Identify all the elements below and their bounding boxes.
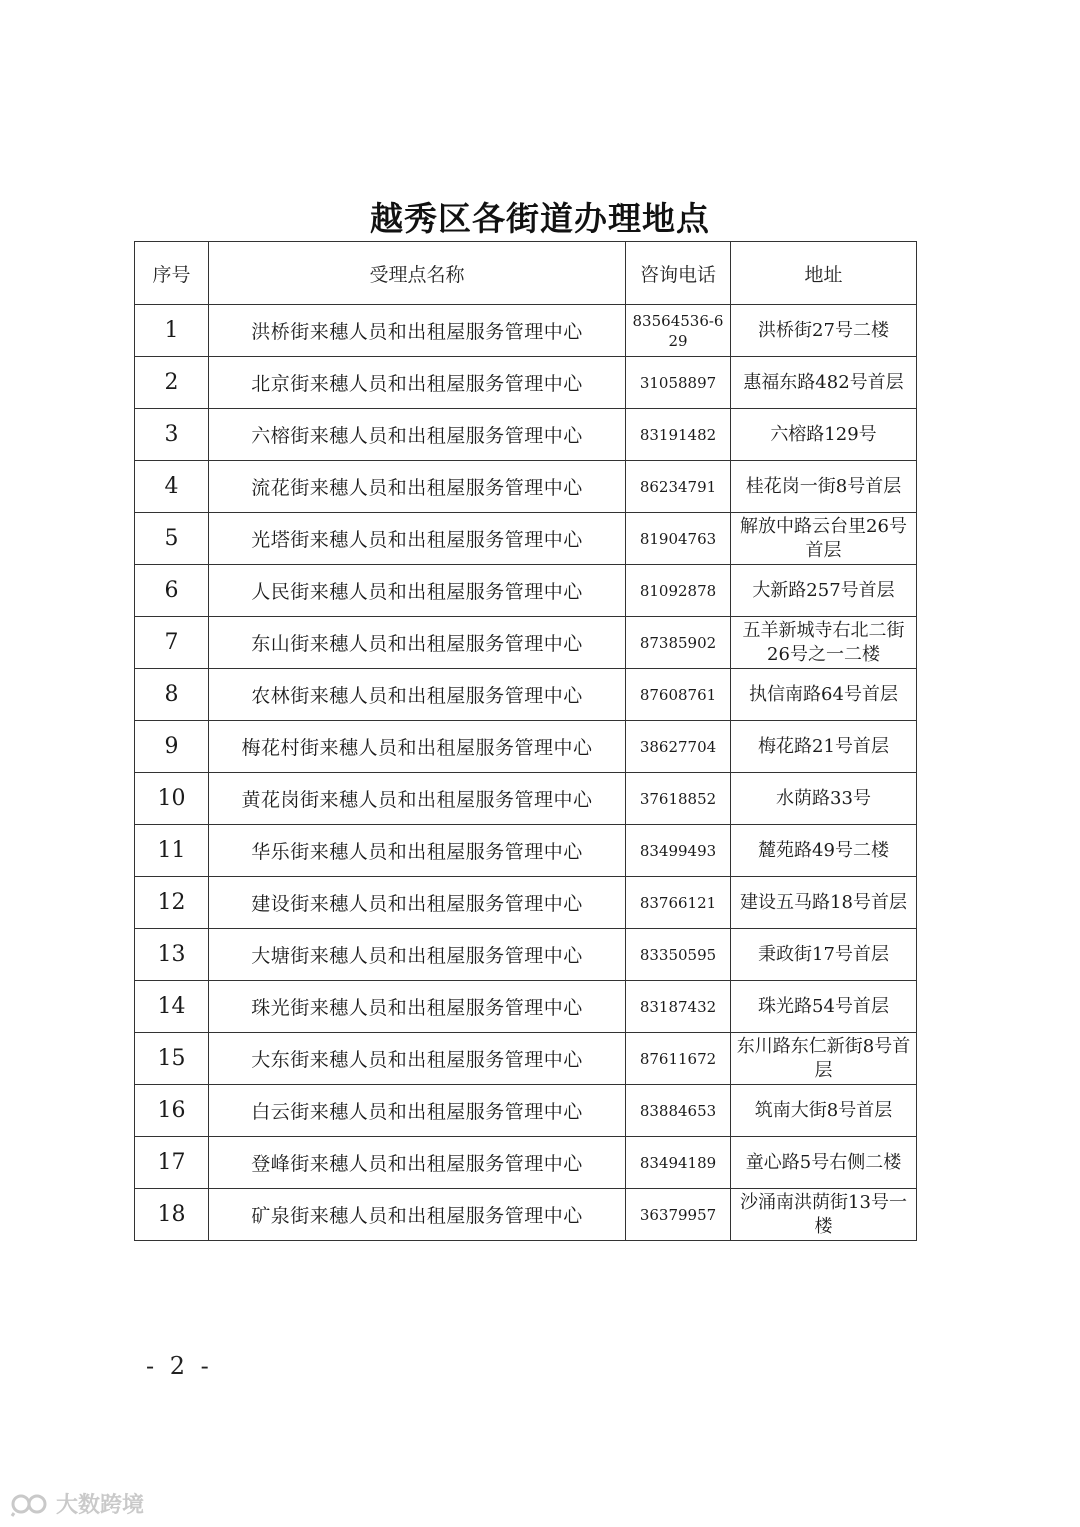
row-address: 童心路5号右侧二楼 <box>731 1137 917 1189</box>
row-phone: 38627704 <box>626 721 731 773</box>
row-address: 梅花路21号首层 <box>731 721 917 773</box>
brand-logo-icon <box>10 1491 50 1517</box>
row-address: 惠福东路482号首层 <box>731 357 917 409</box>
row-phone: 81904763 <box>626 513 731 565</box>
page-number: - 2 - <box>146 1352 213 1380</box>
row-phone: 83494189 <box>626 1137 731 1189</box>
row-name: 人民街来穗人员和出租屋服务管理中心 <box>209 565 626 617</box>
row-phone: 81092878 <box>626 565 731 617</box>
row-name: 六榕街来穗人员和出租屋服务管理中心 <box>209 409 626 461</box>
row-no: 10 <box>135 773 209 825</box>
header-address: 地址 <box>731 242 917 305</box>
row-name: 黄花岗街来穗人员和出租屋服务管理中心 <box>209 773 626 825</box>
row-name: 登峰街来穗人员和出租屋服务管理中心 <box>209 1137 626 1189</box>
row-address: 五羊新城寺右北二街26号之一二楼 <box>731 617 917 669</box>
row-no: 1 <box>135 305 209 357</box>
row-name: 大东街来穗人员和出租屋服务管理中心 <box>209 1033 626 1085</box>
row-address: 水荫路33号 <box>731 773 917 825</box>
table-row <box>135 1189 917 1241</box>
table-row <box>135 669 917 721</box>
table-row <box>135 1085 917 1137</box>
row-phone: 87608761 <box>626 669 731 721</box>
table-row <box>135 305 917 357</box>
row-name: 华乐街来穗人员和出租屋服务管理中心 <box>209 825 626 877</box>
row-no: 7 <box>135 617 209 669</box>
table-row <box>135 461 917 513</box>
row-address: 大新路257号首层 <box>731 565 917 617</box>
row-phone: 83350595 <box>626 929 731 981</box>
row-name: 流花街来穗人员和出租屋服务管理中心 <box>209 461 626 513</box>
row-name: 洪桥街来穗人员和出租屋服务管理中心 <box>209 305 626 357</box>
row-name: 梅花村街来穗人员和出租屋服务管理中心 <box>209 721 626 773</box>
row-name: 矿泉街来穗人员和出租屋服务管理中心 <box>209 1189 626 1241</box>
row-no: 14 <box>135 981 209 1033</box>
row-address: 桂花岗一街8号首层 <box>731 461 917 513</box>
row-phone: 83766121 <box>626 877 731 929</box>
row-no: 8 <box>135 669 209 721</box>
row-address: 珠光路54号首层 <box>731 981 917 1033</box>
table-row <box>135 773 917 825</box>
row-phone: 83564536-629 <box>626 305 731 357</box>
row-address: 沙涌南洪荫街13号一楼 <box>731 1189 917 1241</box>
header-name: 受理点名称 <box>209 242 626 305</box>
row-name: 建设街来穗人员和出租屋服务管理中心 <box>209 877 626 929</box>
row-no: 16 <box>135 1085 209 1137</box>
row-no: 3 <box>135 409 209 461</box>
row-phone: 86234791 <box>626 461 731 513</box>
row-phone: 36379957 <box>626 1189 731 1241</box>
table-header-row <box>135 242 917 305</box>
row-phone: 87385902 <box>626 617 731 669</box>
row-phone: 83499493 <box>626 825 731 877</box>
row-address: 解放中路云台里26号首层 <box>731 513 917 565</box>
header-no: 序号 <box>135 242 209 305</box>
row-no: 13 <box>135 929 209 981</box>
row-phone: 31058897 <box>626 357 731 409</box>
row-address: 执信南路64号首层 <box>731 669 917 721</box>
row-no: 12 <box>135 877 209 929</box>
table-body <box>135 305 917 1241</box>
row-no: 18 <box>135 1189 209 1241</box>
row-no: 4 <box>135 461 209 513</box>
row-no: 11 <box>135 825 209 877</box>
row-name: 光塔街来穗人员和出租屋服务管理中心 <box>209 513 626 565</box>
row-address: 建设五马路18号首层 <box>731 877 917 929</box>
row-phone: 83884653 <box>626 1085 731 1137</box>
row-address: 秉政街17号首层 <box>731 929 917 981</box>
row-no: 9 <box>135 721 209 773</box>
table-row <box>135 877 917 929</box>
row-address: 麓苑路49号二楼 <box>731 825 917 877</box>
row-name: 东山街来穗人员和出租屋服务管理中心 <box>209 617 626 669</box>
table-row <box>135 1137 917 1189</box>
row-name: 珠光街来穗人员和出租屋服务管理中心 <box>209 981 626 1033</box>
table-row <box>135 929 917 981</box>
table-row <box>135 565 917 617</box>
watermark <box>10 1488 144 1519</box>
row-address: 洪桥街27号二楼 <box>731 305 917 357</box>
row-no: 2 <box>135 357 209 409</box>
row-phone: 83191482 <box>626 409 731 461</box>
table-row <box>135 617 917 669</box>
table-row <box>135 357 917 409</box>
row-no: 15 <box>135 1033 209 1085</box>
table-row <box>135 513 917 565</box>
row-no: 17 <box>135 1137 209 1189</box>
table-row <box>135 721 917 773</box>
row-name: 大塘街来穗人员和出租屋服务管理中心 <box>209 929 626 981</box>
row-phone: 87611672 <box>626 1033 731 1085</box>
document-title: 越秀区各街道办理地点 <box>370 199 710 238</box>
row-address: 筑南大街8号首层 <box>731 1085 917 1137</box>
table-row <box>135 409 917 461</box>
header-phone: 咨询电话 <box>626 242 731 305</box>
row-name: 北京街来穗人员和出租屋服务管理中心 <box>209 357 626 409</box>
locations-table <box>134 241 917 1241</box>
row-name: 农林街来穗人员和出租屋服务管理中心 <box>209 669 626 721</box>
row-name: 白云街来穗人员和出租屋服务管理中心 <box>209 1085 626 1137</box>
row-phone: 37618852 <box>626 773 731 825</box>
row-no: 6 <box>135 565 209 617</box>
row-address: 六榕路129号 <box>731 409 917 461</box>
table-row <box>135 981 917 1033</box>
table-row <box>135 825 917 877</box>
table-row <box>135 1033 917 1085</box>
row-phone: 83187432 <box>626 981 731 1033</box>
row-no: 5 <box>135 513 209 565</box>
watermark-text: 大数跨境 <box>56 1493 145 1518</box>
row-address: 东川路东仁新街8号首层 <box>731 1033 917 1085</box>
